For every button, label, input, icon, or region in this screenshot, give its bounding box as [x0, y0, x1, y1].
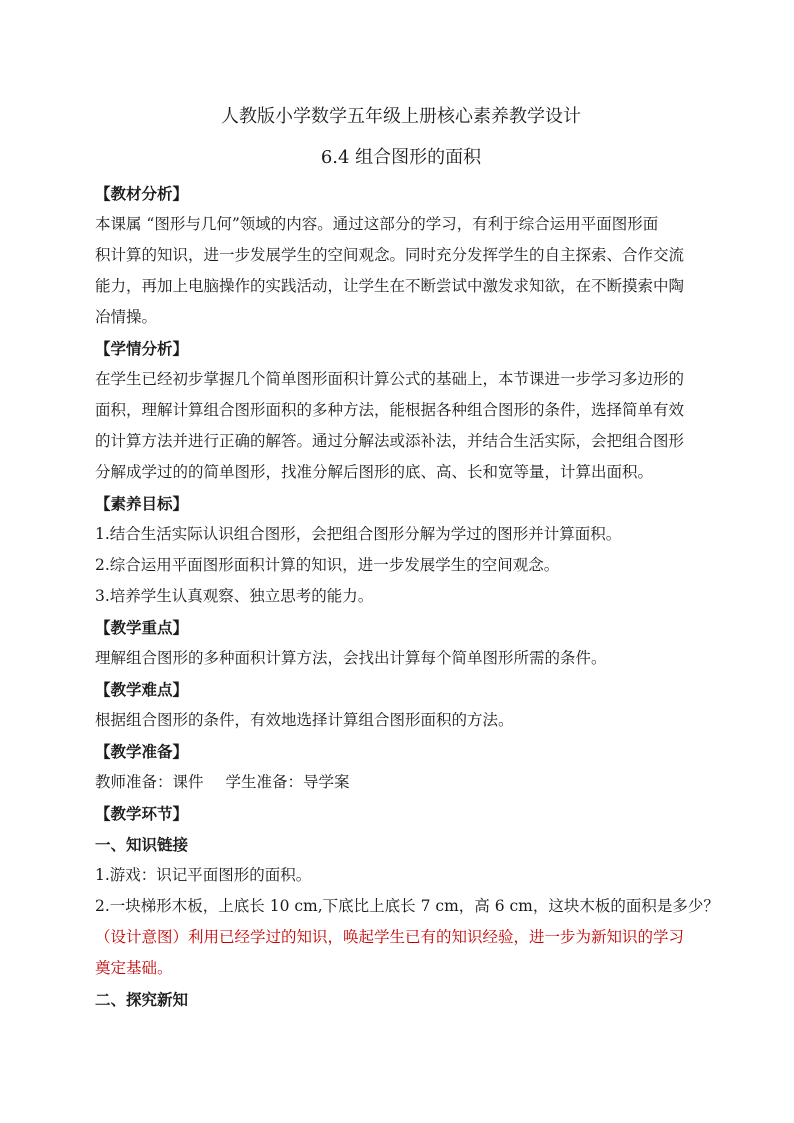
difficulties-heading: 【教学难点】: [95, 680, 189, 699]
goal-item: 3.培养学生认真观察、独立思考的能力。: [95, 587, 374, 605]
design-intent-line: 奠定基础。: [95, 959, 173, 977]
key-points-heading: 【教学重点】: [95, 618, 189, 637]
document-page: [95, 104, 719, 1015]
goal-item: 2.综合运用平面图形面积计算的知识，进一步发展学生的空间观念。: [95, 556, 560, 574]
paragraph-line: 本课属 “图形与几何”领域的内容。通过这部分的学习，有利于综合运用平面图形面: [95, 215, 659, 233]
design-intent-line: （设计意图）利用已经学过的知识，唤起学生已有的知识经验，进一步为新知识的学习: [95, 928, 685, 946]
goals-heading: 【素养目标】: [95, 494, 189, 513]
process-item-2: 2.一块梯形木板，上底长 10 cm,下底比上底长 7 cm，高 6 cm，这块木板的面积是多少？: [95, 897, 719, 915]
preparation-line: [95, 767, 707, 798]
textbook-analysis-heading: 【教材分析】: [95, 184, 189, 203]
process-section: [95, 798, 719, 1015]
key-points-section: [95, 612, 707, 674]
goal-item: 1.结合生活实际认识组合图形，会把组合图形分解为学过的图形并计算面积。: [95, 525, 622, 543]
preparation-section: [95, 736, 707, 798]
part1-title: 一、知识链接: [95, 835, 189, 854]
textbook-analysis-section: [95, 178, 707, 333]
difficulties-section: [95, 674, 707, 736]
difficulties-text: 根据组合图形的条件，有效地选择计算组合图形面积的方法。: [95, 711, 514, 729]
process-heading: 【教学环节】: [95, 804, 189, 823]
key-points-text: 理解组合图形的多种面积计算方法，会找出计算每个简单图形所需的条件。: [95, 649, 607, 667]
paragraph-line: 能力，再加上电脑操作的实践活动，让学生在不断尝试中激发求知欲，在不断摸索中陶: [95, 277, 685, 295]
student-analysis-heading: 【学情分析】: [95, 339, 189, 358]
paragraph-line: 的计算方法并进行正确的解答。通过分解法或添补法，并结合生活实际，会把组合图形: [95, 432, 685, 450]
paragraph-line: 积计算的知识，进一步发展学生的空间观念。同时充分发挥学生的自主探索、合作交流: [95, 246, 685, 264]
paragraph-line: 在学生已经初步掌握几个简单图形面积计算公式的基础上，本节课进一步学习多边形的: [95, 370, 685, 388]
teacher-preparation: 教师准备：课件: [95, 773, 204, 791]
part2-title: 二、探究新知: [95, 990, 189, 1009]
document-title: 人教版小学数学五年级上册核心素养教学设计: [221, 106, 581, 127]
paragraph-line: 冶情操。: [95, 308, 158, 326]
preparation-heading: 【教学准备】: [95, 742, 189, 761]
student-analysis-section: [95, 333, 707, 488]
process-item-1: 1.游戏：识记平面图形的面积。: [95, 866, 312, 884]
goals-section: [95, 488, 707, 612]
student-preparation: 学生准备：导学案: [225, 773, 350, 791]
paragraph-line: 分解成学过的的简单图形，找准分解后图形的底、高、长和宽等量，计算出面积。: [95, 463, 654, 481]
paragraph-line: 面积，理解计算组合图形面积的多种方法，能根据各种组合图形的条件，选择简单有效: [95, 401, 685, 419]
lesson-title: 6.4 组合图形的面积: [320, 147, 482, 168]
